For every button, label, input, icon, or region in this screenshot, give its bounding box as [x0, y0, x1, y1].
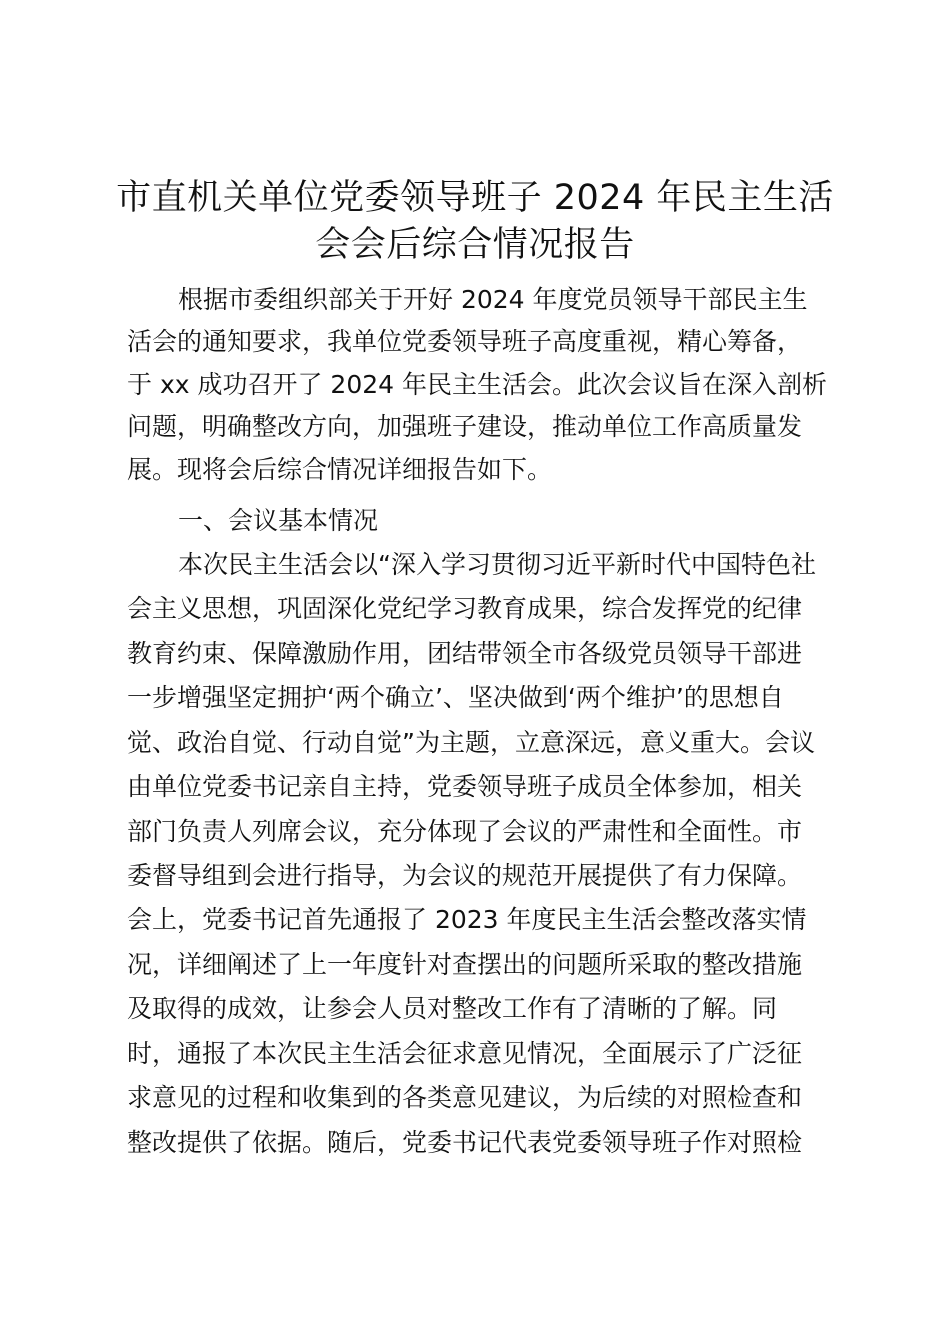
paragraph-line: 会主义思想，巩固深化党纪学习教育成果，综合发挥党的纪律 — [127, 594, 803, 623]
paragraph-line: 觉、政治自觉、行动自觉”为主题，立意深远，意义重大。会议 — [127, 728, 815, 757]
paragraph-line: 部门负责人列席会议，充分体现了会议的严肃性和全面性。市 — [127, 817, 803, 846]
paragraph-line: 教育约束、保障激励作用，团结带领全市各级党员领导干部进 — [127, 639, 803, 668]
paragraph-line: 委督导组到会进行指导，为会议的规范开展提供了有力保障。 — [127, 861, 803, 890]
paragraph-line: 本次民主生活会以“深入学习贯彻习近平新时代中国特色社 — [178, 550, 816, 579]
paragraph-line: 及取得的成效，让参会人员对整改工作有了清晰的了解。同 — [127, 994, 778, 1023]
paragraph-line: 展。现将会后综合情况详细报告如下。 — [127, 455, 553, 484]
paragraph-line: 求意见的过程和收集到的各类意见建议，为后续的对照检查和 — [127, 1083, 803, 1112]
paragraph-line: 会上，党委书记首先通报了 2023 年度民主生活会整改落实情 — [127, 905, 807, 934]
paragraph-line: 由单位党委书记亲自主持，党委领导班子成员全体参加，相关 — [127, 772, 803, 801]
paragraph-line: 根据市委组织部关于开好 2024 年度党员领导干部民主生 — [178, 285, 808, 314]
section-heading: 一、会议基本情况 — [178, 506, 379, 535]
paragraph-line: 整改提供了依据。随后，党委书记代表党委领导班子作对照检 — [127, 1128, 803, 1157]
paragraph-line: 于 xx 成功召开了 2024 年民主生活会。此次会议旨在深入剖析 — [127, 370, 828, 399]
paragraph-line: 问题，明确整改方向，加强班子建设，推动单位工作高质量发 — [127, 412, 803, 441]
paragraph-line: 一步增强坚定拥护‘两个确立’、坚决做到‘两个维护’的思想自 — [127, 683, 784, 712]
paragraph-line: 活会的通知要求，我单位党委领导班子高度重视，精心筹备， — [127, 327, 803, 356]
document-title-line-2: 会会后综合情况报告 — [315, 225, 635, 265]
document-title-line-1: 市直机关单位党委领导班子 2024 年民主生活 — [116, 178, 834, 218]
paragraph-line: 况，详细阐述了上一年度针对查摆出的问题所采取的整改措施 — [127, 950, 803, 979]
paragraph-line: 时，通报了本次民主生活会征求意见情况，全面展示了广泛征 — [127, 1039, 803, 1068]
